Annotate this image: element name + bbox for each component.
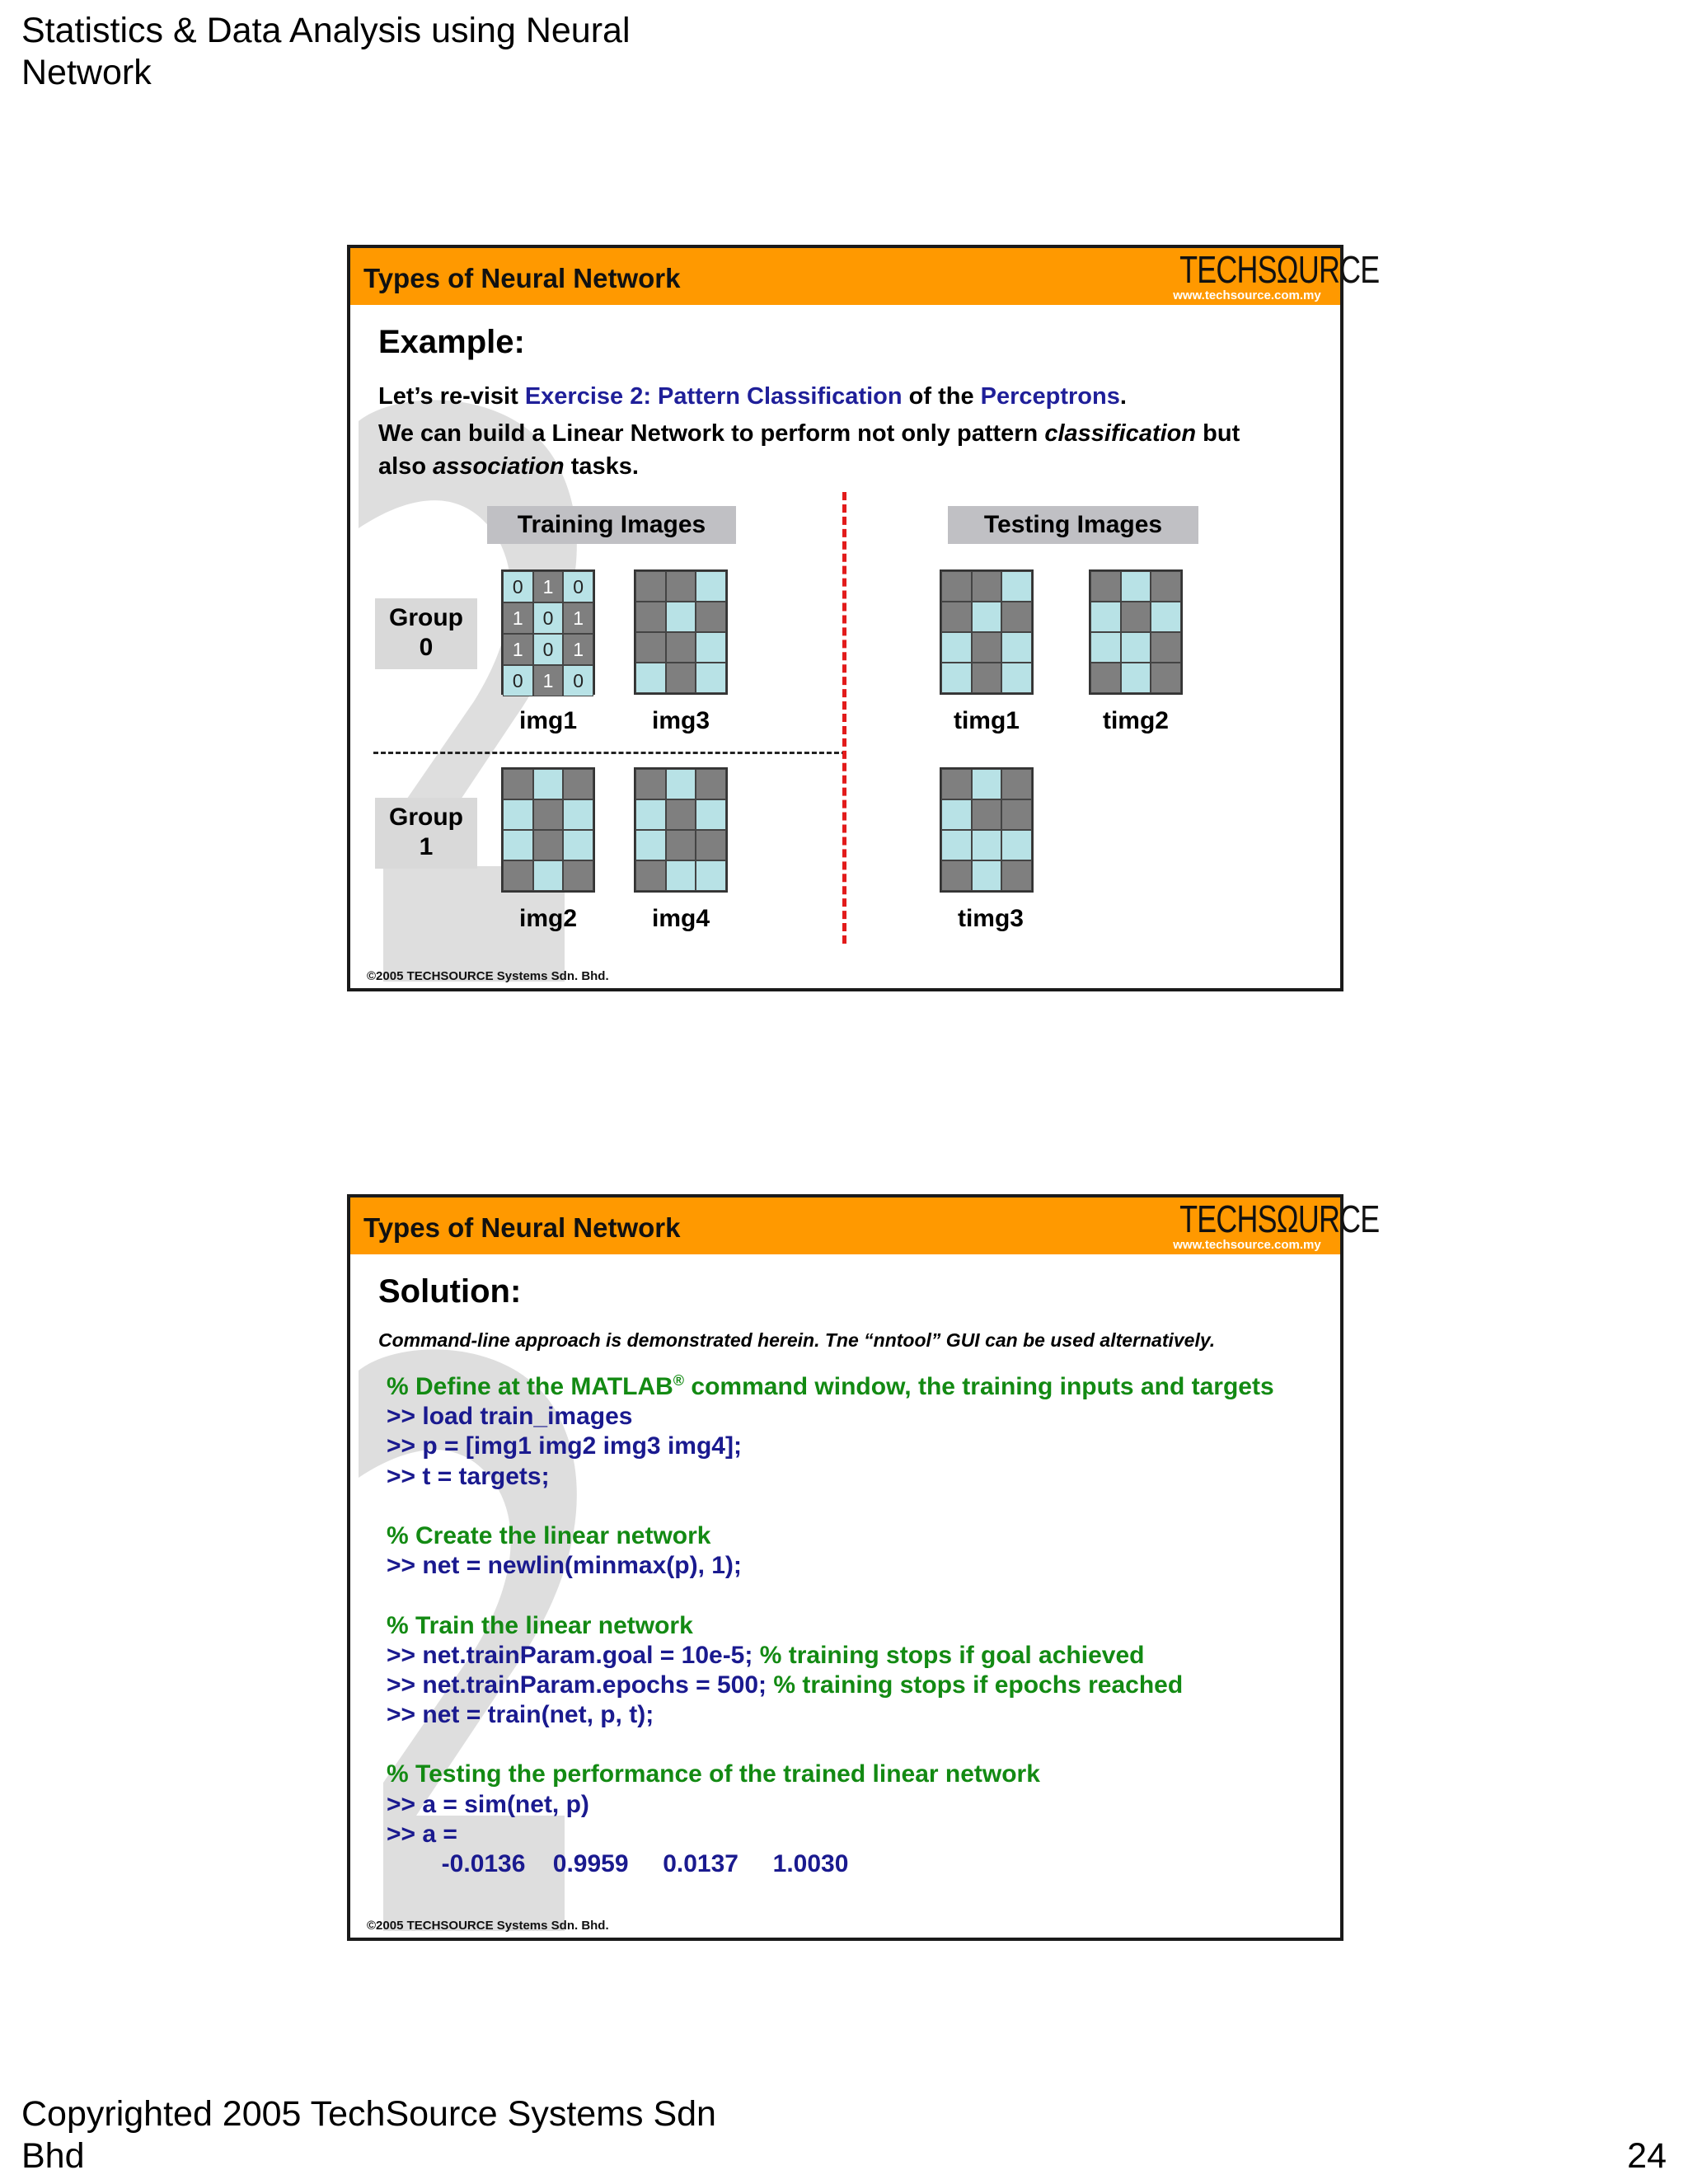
grid-cell: 1: [533, 665, 564, 696]
grid-cell: [503, 769, 533, 799]
img3-label: img3: [651, 707, 710, 734]
grid-cell: [666, 602, 696, 632]
train-test-divider: [842, 492, 846, 944]
grid-cell: [941, 830, 972, 860]
grid-cell: [1151, 632, 1181, 663]
logo-text: TECHSΩURCE: [1179, 248, 1380, 291]
slide-subtitle: Solution:: [378, 1273, 522, 1310]
grid-cell: [941, 860, 972, 891]
code-comment: [387, 1372, 1274, 1402]
text-run-italic: classification: [1044, 420, 1197, 447]
grid-cell: [635, 830, 666, 860]
pattern-grid-img3: [634, 569, 728, 695]
code-line: [387, 1671, 1274, 1700]
grid-cell: [941, 632, 972, 663]
grid-cell: [635, 571, 666, 602]
code-comment: % Create the linear network: [387, 1521, 711, 1549]
code-inline-comment: % training stops if goal achieved: [753, 1641, 1145, 1669]
exercise-link-text: Exercise 2: Pattern Classification: [524, 383, 903, 410]
slide-title: Types of Neural Network: [363, 1212, 681, 1243]
grid-cell: 0: [533, 634, 564, 665]
techsource-logo: [1160, 248, 1380, 305]
code-text: command window, the training inputs and targets: [684, 1373, 1274, 1400]
grid-cell: [941, 769, 972, 799]
grid-cell: [941, 799, 972, 830]
grid-cell: [696, 799, 726, 830]
group-label-number: 0: [419, 634, 434, 661]
grid-cell: [666, 571, 696, 602]
code-line: >> net = train(net, p, t);: [387, 1701, 654, 1729]
grid-cell: [1121, 571, 1151, 602]
grid-cell: [1090, 571, 1121, 602]
grid-cell: [666, 769, 696, 799]
logo-url: www.techsource.com.my: [1173, 288, 1321, 302]
grid-cell: [1090, 632, 1121, 663]
code-blank-line: [387, 1730, 1274, 1760]
grid-cell: [696, 830, 726, 860]
grid-cell: [1001, 571, 1032, 602]
grid-cell: [1151, 663, 1181, 693]
slide-subtitle: Example:: [378, 324, 525, 360]
grid-cell: [972, 663, 1002, 693]
grid-cell: [972, 860, 1002, 891]
grid-cell: [533, 830, 564, 860]
code-output-values: -0.0136 0.9959 0.0137 1.0030: [387, 1850, 849, 1877]
timg1-label: timg1: [953, 707, 1020, 734]
pattern-grid-img2: [501, 767, 595, 893]
grid-cell: [941, 571, 972, 602]
text-run: .: [1119, 383, 1127, 410]
grid-cell: [635, 663, 666, 693]
grid-cell: [696, 632, 726, 663]
code-line: >> a = sim(net, p): [387, 1790, 589, 1818]
text-run: of the: [902, 383, 981, 410]
grid-cell: [1001, 769, 1032, 799]
code-line: >> load train_images: [387, 1403, 633, 1431]
grid-cell: [666, 830, 696, 860]
grid-cell: [635, 860, 666, 891]
grid-cell: 1: [563, 602, 593, 634]
intro-line-1: [378, 380, 1301, 413]
slide-solution: [347, 1194, 1380, 1941]
grid-cell: [1001, 830, 1032, 860]
text-run-italic: association: [433, 453, 565, 480]
group-label-line: Group: [389, 604, 463, 631]
grid-cell: [635, 769, 666, 799]
registered-mark: ®: [673, 1372, 685, 1389]
grid-cell: [635, 799, 666, 830]
techsource-logo: [1160, 1197, 1380, 1254]
grid-cell: [1090, 663, 1121, 693]
footer-brand: TECHSOURCE: [406, 1919, 494, 1933]
pattern-grid-timg2: [1089, 569, 1183, 695]
slide-header: [350, 248, 1380, 305]
code-text: >> net.trainParam.goal = 10e-5;: [387, 1641, 753, 1669]
timg2-label: timg2: [1102, 707, 1169, 734]
pattern-grid-timg3: [940, 767, 1034, 893]
grid-cell: [503, 799, 533, 830]
grid-cell: [972, 830, 1002, 860]
group-label-number: 1: [419, 833, 434, 860]
grid-cell: [696, 860, 726, 891]
grid-cell: [1121, 602, 1151, 632]
code-comment: % Testing the performance of the trained linear network: [387, 1760, 1040, 1788]
matlab-code-block: [387, 1372, 1274, 1879]
code-text: >> net.trainParam.epochs = 500;: [387, 1671, 767, 1699]
grid-cell: [563, 799, 593, 830]
code-inline-comment: % training stops if epochs reached: [767, 1671, 1184, 1699]
grid-cell: [972, 632, 1002, 663]
grid-cell: [666, 663, 696, 693]
group-1-label: [375, 798, 477, 869]
grid-cell: [1151, 571, 1181, 602]
logo-url: www.techsource.com.my: [1173, 1238, 1321, 1252]
page-number: 24: [1627, 2136, 1667, 2176]
img2-label: img2: [518, 905, 578, 932]
grid-cell: [972, 602, 1002, 632]
grid-cell: 0: [503, 571, 533, 602]
grid-cell: [503, 860, 533, 891]
code-line: >> net = newlin(minmax(p), 1);: [387, 1552, 742, 1580]
grid-cell: [635, 632, 666, 663]
grid-cell: [696, 602, 726, 632]
copyright-prefix: ©2005: [367, 969, 407, 983]
grid-cell: [941, 602, 972, 632]
grid-cell: [533, 799, 564, 830]
text-run: We can build a Linear Network to perform not only pattern: [378, 420, 1045, 447]
timg3-label: timg3: [957, 905, 1024, 932]
testing-images-header: Testing Images: [948, 506, 1198, 544]
slide-title: Types of Neural Network: [363, 263, 681, 293]
grid-cell: 1: [503, 602, 533, 634]
code-line: >> p = [img1 img2 img3 img4];: [387, 1432, 742, 1460]
grid-cell: 0: [533, 602, 564, 634]
grid-cell: [972, 769, 1002, 799]
grid-cell: [696, 571, 726, 602]
group-0-label: [375, 598, 477, 669]
group-label-line: Group: [389, 804, 463, 831]
intro-line-2: [378, 417, 1285, 483]
slide-header: [350, 1197, 1380, 1254]
pattern-grid-img1: [501, 569, 595, 695]
pattern-grid-img4: [634, 767, 728, 893]
code-text: % Define at the MATLAB: [387, 1373, 673, 1400]
group-divider: [373, 752, 846, 754]
page-footer-copyright: Copyrighted 2005 TechSource Systems Sdn Bhd: [21, 2094, 716, 2176]
grid-cell: [533, 769, 564, 799]
grid-cell: 0: [563, 665, 593, 696]
grid-cell: [1151, 602, 1181, 632]
grid-cell: [635, 602, 666, 632]
grid-cell: 0: [563, 571, 593, 602]
grid-cell: [563, 830, 593, 860]
grid-cell: [533, 860, 564, 891]
pattern-grid-timg1: [940, 569, 1034, 695]
code-blank-line: [387, 1581, 1274, 1610]
grid-cell: [1090, 602, 1121, 632]
grid-cell: 0: [503, 665, 533, 696]
approach-note: Command-line approach is demonstrated herein. Tne “nntool” GUI can be used alternatively.: [378, 1329, 1216, 1351]
perceptrons-text: Perceptrons: [980, 383, 1120, 410]
grid-cell: [1121, 632, 1151, 663]
grid-cell: [666, 799, 696, 830]
grid-cell: [666, 860, 696, 891]
grid-cell: [563, 860, 593, 891]
code-line: >> t = targets;: [387, 1462, 550, 1490]
logo-text: TECHSΩURCE: [1179, 1197, 1380, 1240]
slide-footer: [367, 969, 609, 983]
grid-cell: [972, 571, 1002, 602]
grid-cell: [696, 769, 726, 799]
img1-label: img1: [518, 707, 578, 734]
grid-cell: [1121, 663, 1151, 693]
copyright-prefix: ©2005: [367, 1919, 407, 1933]
training-images-header: Training Images: [487, 506, 736, 544]
grid-cell: [1001, 860, 1032, 891]
grid-cell: 1: [503, 634, 533, 665]
copyright-suffix: Systems Sdn. Bhd.: [493, 1919, 609, 1933]
grid-cell: [1001, 632, 1032, 663]
copyright-suffix: Systems Sdn. Bhd.: [493, 969, 609, 983]
img4-label: img4: [651, 905, 710, 932]
page-title: Statistics & Data Analysis using Neural Network: [21, 11, 631, 92]
grid-cell: [972, 799, 1002, 830]
footer-brand: TECHSOURCE: [406, 969, 494, 983]
text-run: but also: [378, 420, 1240, 480]
grid-cell: [666, 632, 696, 663]
grid-cell: [1001, 602, 1032, 632]
code-blank-line: [387, 1492, 1274, 1521]
grid-cell: [563, 769, 593, 799]
code-line: [387, 1641, 1274, 1671]
grid-cell: 1: [563, 634, 593, 665]
slide-example: [347, 245, 1380, 991]
grid-cell: [503, 830, 533, 860]
grid-cell: [696, 663, 726, 693]
slide-footer: [367, 1919, 609, 1933]
grid-cell: [1001, 663, 1032, 693]
text-run: tasks.: [564, 453, 639, 480]
code-comment: % Train the linear network: [387, 1611, 693, 1639]
grid-cell: 1: [533, 571, 564, 602]
grid-cell: [941, 663, 972, 693]
code-line: >> a =: [387, 1820, 457, 1848]
grid-cell: [1001, 799, 1032, 830]
text-run: Let’s re-visit: [378, 383, 525, 410]
